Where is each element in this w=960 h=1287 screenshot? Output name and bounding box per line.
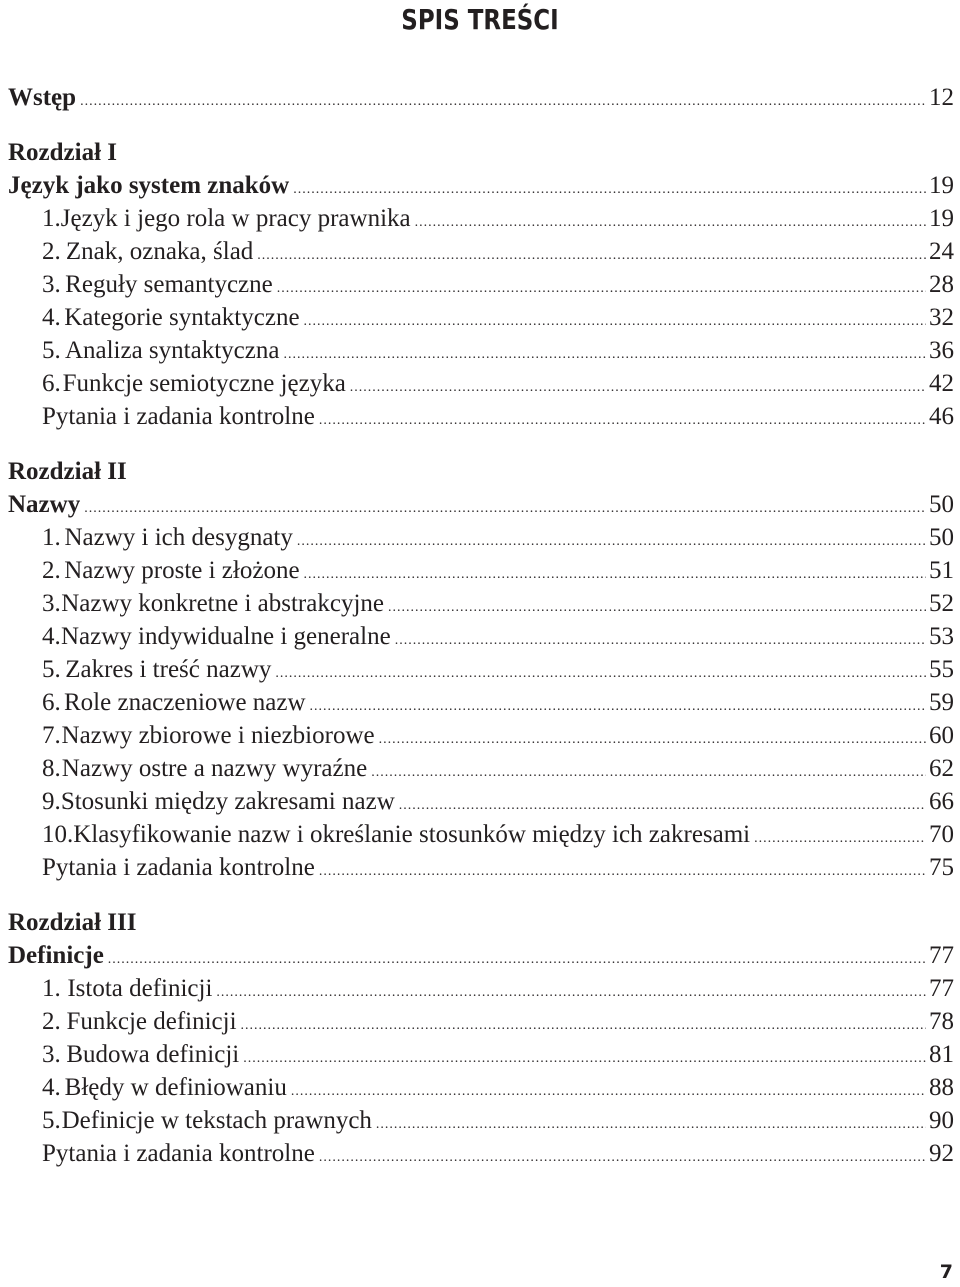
- toc-entry-questions: [8, 851, 954, 884]
- toc-entry-title: Nazwy zbiorowe i niezbiorowe: [61, 722, 375, 749]
- toc-entry: [8, 818, 954, 851]
- page-title: SPIS TREŚCI: [401, 3, 559, 36]
- section-number: 10.: [42, 821, 74, 848]
- chapter-heading: [8, 939, 954, 972]
- toc-entry: [8, 785, 954, 818]
- toc-page-number: 32: [929, 304, 954, 331]
- dot-leader: [304, 305, 926, 338]
- toc-entry: [8, 1071, 954, 1104]
- section-number: 7.: [42, 722, 61, 749]
- toc-entry-title: Klasyfikowanie nazw i określanie stosunków między ich zakresami: [73, 821, 751, 848]
- toc-entry: [8, 202, 954, 235]
- toc-entry-intro: [8, 81, 954, 114]
- toc-page-number: 88: [929, 1074, 954, 1101]
- toc-page-number: 50: [929, 491, 954, 518]
- toc-page-number: 28: [929, 271, 954, 298]
- section-number: 5.: [42, 1107, 61, 1134]
- dot-leader: [395, 624, 926, 657]
- toc-page-number: 62: [929, 755, 954, 782]
- dot-leader: [257, 239, 926, 272]
- toc-page-number: 66: [929, 788, 954, 815]
- toc-entry-title: Definicje w tekstach prawnych: [61, 1107, 372, 1134]
- dot-leader: [297, 525, 926, 558]
- section-number: 4.: [42, 1074, 61, 1101]
- toc-entry-questions: [8, 400, 954, 433]
- toc-page-number: 70: [929, 821, 954, 848]
- toc-entry-title: Język i jego rola w pracy prawnika: [60, 205, 411, 232]
- section-number: 3.: [42, 1041, 61, 1068]
- dot-leader: [241, 1009, 926, 1042]
- page-number: 7: [939, 1261, 953, 1283]
- section-number: 5.: [42, 337, 61, 364]
- chapter-heading: [8, 488, 954, 521]
- dot-leader: [319, 1141, 926, 1174]
- dot-leader: [243, 1042, 926, 1075]
- toc-page-number: 19: [929, 205, 954, 232]
- toc-page-number: 59: [929, 689, 954, 716]
- dot-leader: [108, 943, 926, 976]
- dot-leader: [376, 1108, 926, 1141]
- toc-entry-title: Role znaczeniowe nazw: [64, 689, 306, 716]
- toc-entry-title: Istota definicji: [67, 975, 213, 1002]
- toc-entry: [8, 268, 954, 301]
- chapter-label: Rozdział III: [8, 909, 137, 936]
- toc-page-number: 75: [929, 854, 954, 881]
- toc-entry-title: Pytania i zadania kontrolne: [42, 854, 315, 881]
- toc-entry-title: Analiza syntaktyczna: [64, 337, 280, 364]
- section-number: 2.: [42, 238, 61, 265]
- toc-entry-title: Nazwy konkretne i abstrakcyjne: [61, 590, 384, 617]
- dot-leader: [80, 85, 926, 118]
- chapter-label: Rozdział I: [8, 139, 118, 166]
- toc-entry-title: Funkcje definicji: [66, 1008, 237, 1035]
- toc-entry: [8, 719, 954, 752]
- toc-entry-title: Funkcje semiotyczne języka: [62, 370, 346, 397]
- dot-leader: [319, 855, 926, 888]
- section-number: 3.: [42, 271, 61, 298]
- toc-entry: [8, 1038, 954, 1071]
- toc-entry-questions: [8, 1137, 954, 1170]
- toc-entry-title: Nazwy: [8, 491, 81, 518]
- dot-leader: [310, 690, 926, 723]
- chapter-label: Rozdział II: [8, 458, 127, 485]
- toc-entry-title: Zakres i treść nazwy: [65, 656, 272, 683]
- section-number: 6.: [42, 689, 61, 716]
- toc-entry-title: Błędy w definiowaniu: [64, 1074, 287, 1101]
- chapter-heading: [8, 169, 954, 202]
- toc-entry-title: Wstęp: [8, 84, 77, 111]
- toc-entry: [8, 1005, 954, 1038]
- toc-page-number: 77: [929, 942, 954, 969]
- section-number: 4.: [42, 304, 61, 331]
- section-number: 1.: [42, 524, 61, 551]
- toc-entry: [8, 235, 954, 268]
- toc-page-number: 92: [929, 1140, 954, 1167]
- section-number: 1.: [42, 205, 61, 232]
- toc-page-number: 46: [929, 403, 954, 430]
- toc-page-number: 19: [929, 172, 954, 199]
- section-number: 2.: [42, 557, 61, 584]
- toc-entry-title: Kategorie syntaktyczne: [64, 304, 300, 331]
- dot-leader: [283, 338, 926, 371]
- dot-leader: [754, 822, 926, 855]
- toc-page-number: 78: [929, 1008, 954, 1035]
- toc-entry-title: Nazwy proste i złożone: [64, 557, 300, 584]
- toc-entry: [8, 653, 954, 686]
- toc-entry: [8, 521, 954, 554]
- toc-entry: [8, 972, 954, 1005]
- section-number: 5.: [42, 656, 61, 683]
- toc-page-number: 50: [929, 524, 954, 551]
- toc-entry: [8, 334, 954, 367]
- dot-leader: [304, 558, 926, 591]
- toc-entry-title: Znak, oznaka, ślad: [65, 238, 254, 265]
- toc-entry: [8, 554, 954, 587]
- dot-leader: [388, 591, 926, 624]
- section-number: 8.: [42, 755, 61, 782]
- toc-page-number: 53: [929, 623, 954, 650]
- toc-page-number: 60: [929, 722, 954, 749]
- section-number: 6.: [42, 370, 61, 397]
- section-number: 1.: [42, 975, 61, 1002]
- section-number: 4.: [42, 623, 61, 650]
- toc-entry-title: Stosunki między zakresami nazw: [60, 788, 395, 815]
- toc-entry-title: Reguły semantyczne: [65, 271, 273, 298]
- toc-page-number: 24: [929, 238, 954, 265]
- toc-page-number: 77: [929, 975, 954, 1002]
- dot-leader: [275, 657, 926, 690]
- toc-entry: [8, 367, 954, 400]
- toc-entry: [8, 301, 954, 334]
- dot-leader: [277, 272, 926, 305]
- dot-leader: [379, 723, 926, 756]
- toc-page-number: 90: [929, 1107, 954, 1134]
- toc-entry-title: Nazwy ostre a nazwy wyraźne: [61, 755, 368, 782]
- toc-page-number: 81: [929, 1041, 954, 1068]
- toc-entry: [8, 587, 954, 620]
- toc-entry: [8, 686, 954, 719]
- dot-leader: [319, 404, 926, 437]
- toc-entry-title: Nazwy indywidualne i generalne: [60, 623, 391, 650]
- dot-leader: [371, 756, 926, 789]
- section-number: 3.: [42, 590, 61, 617]
- toc-entry-title: Budowa definicji: [66, 1041, 240, 1068]
- section-number: 2.: [42, 1008, 61, 1035]
- toc-entry-title: Pytania i zadania kontrolne: [42, 1140, 315, 1167]
- table-of-contents: [8, 81, 954, 1170]
- toc-entry: [8, 1104, 954, 1137]
- dot-leader: [216, 976, 926, 1009]
- toc-entry-title: Nazwy i ich desygnaty: [64, 524, 293, 551]
- toc-page-number: 52: [929, 590, 954, 617]
- toc-entry: [8, 620, 954, 653]
- toc-entry-title: Definicje: [8, 942, 104, 969]
- toc-entry-title: Pytania i zadania kontrolne: [42, 403, 315, 430]
- toc-entry: [8, 752, 954, 785]
- dot-leader: [291, 1075, 926, 1108]
- toc-page-number: 55: [929, 656, 954, 683]
- section-number: 9.: [42, 788, 61, 815]
- toc-entry-title: Język jako system znaków: [8, 172, 290, 199]
- toc-page-number: 51: [929, 557, 954, 584]
- toc-page-number: 42: [929, 370, 954, 397]
- dot-leader: [350, 371, 926, 404]
- toc-page-number: 12: [929, 84, 954, 111]
- toc-page-number: 36: [929, 337, 954, 364]
- dot-leader: [415, 206, 926, 239]
